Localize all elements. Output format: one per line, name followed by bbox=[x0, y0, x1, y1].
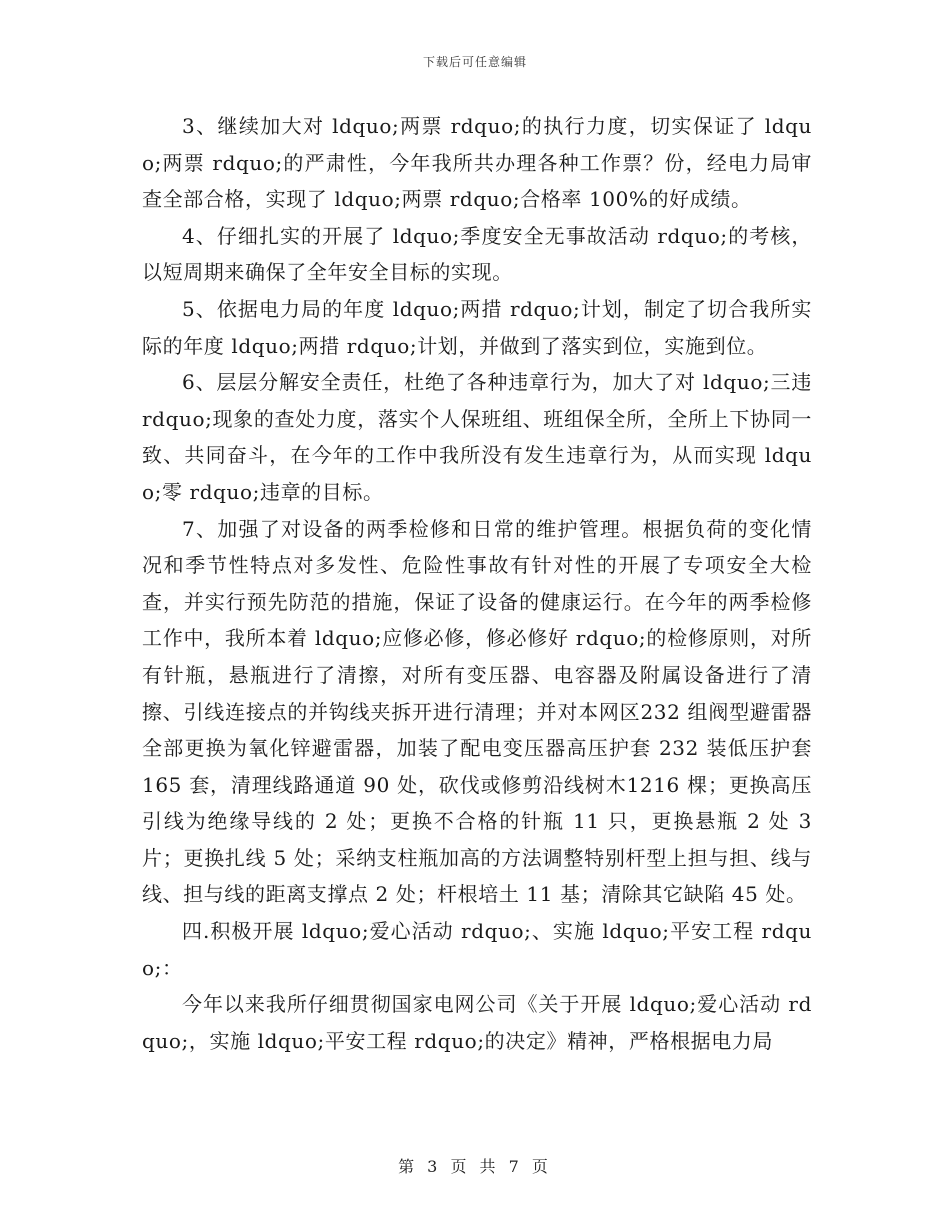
paragraph-item-4: 4、仔细扎实的开展了 ldquo;季度安全无事故活动 rdquo;的考核，以短周期来确保了全年安全目标的实现。 bbox=[142, 223, 812, 285]
paragraph-item-5: 5、依据电力局的年度 ldquo;两措 rdquo;计划，制定了切合我所实际的年度 ldquo;两措 rdquo;计划，并做到了落实到位，实施到位。 bbox=[142, 296, 812, 358]
page-number-footer: 第 3 页 共 7 页 bbox=[398, 1157, 552, 1176]
paragraph-intro: 今年以来我所仔细贯彻国家电网公司《关于开展 ldquo;爱心活动 rdquo;，实施 ldquo;平安工程 rdquo;的决定》精神，严格根据电力局 bbox=[142, 992, 812, 1053]
section-heading-4: 四.积极开展 ldquo;爱心活动 rdquo;、实施 ldquo;平安工程 rdquo;： bbox=[142, 919, 812, 980]
document-body bbox=[142, 108, 812, 1059]
paragraph-item-7: 7、加强了对设备的两季检修和日常的维护管理。根据负荷的变化情况和季节性特点对多发性、危险性事故有针对性的开展了专项安全大检查，并实行预先防范的措施，保证了设备的健康运行。在今年的两季检修工作中，我所本着 ldquo;应修必修，修必修好 rdquo;的检修原则，对所有针瓶，悬瓶进行了清擦，对所有变压器、电容器及附属设备进行了清擦、引线连接点的并钩线夹拆开进行清理；并对本网区232 组阀型避雷器全部更换为氧化锌避雷器，加装了配电变压器高压护套 232 装低压护套 165 套，清理线路通道 90 处，砍伐或修剪沿线树木1216 棵；更换高压引线为绝缘导线的 2 处；更换不合格的针瓶 11 只，更换悬瓶 2 处 3 片；更换扎线 5 处；采纳支柱瓶加高的方法调整特别杆型上担与担、线与线、担与线的距离支撑点 2 处；杆根培土 11 基；清除其它缺陷 45 处。 bbox=[142, 516, 812, 907]
page-header: 下载后可任意编辑 bbox=[422, 55, 527, 69]
paragraph-item-6: 6、层层分解安全责任，杜绝了各种违章行为，加大了对 ldquo;三违 rdquo;现象的查处力度，落实个人保班组、班组保全所，全所上下协同一致、共同奋斗，在今年的工作中我所没有发生违章行为，从而实现 ldquo;零 rdquo;违章的目标。 bbox=[142, 370, 812, 504]
paragraph-item-3: 3、继续加大对 ldquo;两票 rdquo;的执行力度，切实保证了 ldquo;两票 rdquo;的严肃性，今年我所共办理各种工作票？份，经电力局审查全部合格，实现了 ldquo;两票 rdquo;合格率 100%的好成绩。 bbox=[142, 114, 812, 212]
